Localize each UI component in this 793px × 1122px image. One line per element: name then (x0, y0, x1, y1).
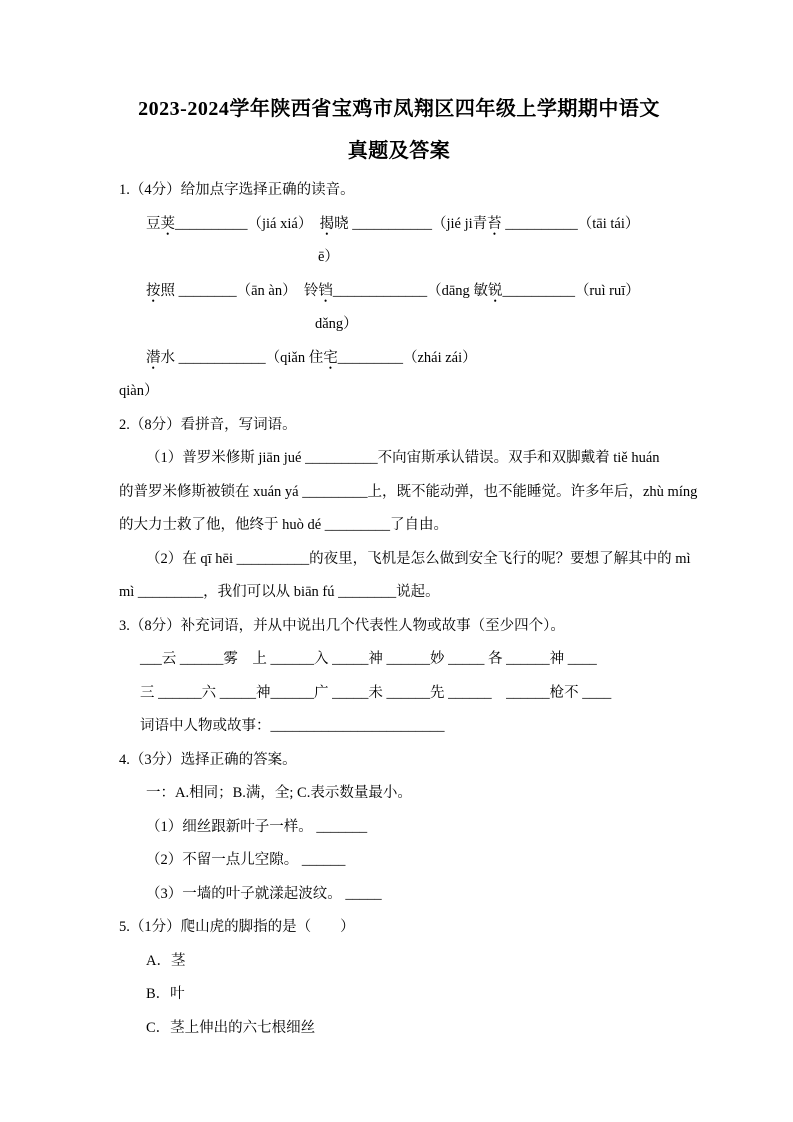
q2-p1-l1 (146, 442, 679, 476)
dotted-char: 铛 (318, 282, 333, 299)
text-segment: 晓 ___________（jié ji (334, 215, 473, 232)
text-segment: __________（ruì ruī） (502, 282, 640, 299)
text-segment: __________（jiá xiá） (175, 215, 320, 232)
q5-option-c (146, 1012, 679, 1046)
text-segment: 豆 (146, 215, 161, 232)
dotted-char: 按 (146, 282, 161, 299)
text-segment: ē） (318, 249, 339, 265)
text-segment: B．叶 (146, 986, 185, 1002)
q1-row1 (146, 208, 679, 242)
text-segment: 水 ____________（qiǎn 住 (160, 349, 324, 366)
text-segment: _________（zhái zái） (337, 349, 477, 366)
dotted-char: 潜 (146, 349, 161, 366)
q2-p1-l2 (119, 476, 698, 510)
text-segment: 的大力士救了他，他终于 huò dé _________了自由。 (119, 517, 449, 533)
text-segment: （3）一墙的叶子就漾起波纹。 _____ (146, 885, 382, 902)
text-segment: 的普罗米修斯被锁在 xuán yá _________上，既不能动弹，也不能睡觉。许多年后，zhù míng (119, 483, 698, 500)
q4-item3 (146, 878, 679, 912)
q3-idioms-l1 (140, 643, 679, 677)
q1-row2 (146, 275, 679, 309)
dotted-char: 宅 (323, 349, 338, 366)
text-segment: C．茎上伸出的六七根细丝 (146, 1019, 316, 1036)
dotted-char: 揭 (319, 215, 335, 232)
q4-item2 (146, 844, 679, 878)
page-title-line1: 2023-2024学年陕西省宝鸡市凤翔区四年级上学期期中语文 (138, 98, 660, 120)
q4-item1 (146, 811, 679, 845)
q2-p2-l2 (119, 576, 679, 610)
q5-option-a (146, 945, 679, 979)
text-segment: ___云 ______雾 上 ______入 _____神 ______妙 _____ 各 ______神 ____ (140, 651, 597, 667)
text-segment: __________（tāi tái） (501, 215, 640, 232)
text-segment: 敏 (473, 282, 488, 299)
q3-answer (140, 710, 679, 744)
text-segment: 1.（4分）给加点字选择正确的读音。 (119, 182, 355, 198)
page-title-line2: 真题及答案 (347, 140, 451, 162)
q3-header (119, 610, 679, 644)
q2-p2-l1 (146, 543, 691, 577)
text-segment: 三 ______六 _____神______广 _____未 ______先 ______ ______枪不 ____ (140, 684, 612, 701)
q4-header (119, 744, 679, 778)
text-segment: （2）在 qī hēi __________的夜里，飞机是怎么做到安全飞行的呢？要想了解其中的 mì (146, 550, 691, 567)
q4-choices (146, 777, 679, 811)
q5-option-b (146, 978, 679, 1012)
dotted-char: 荚 (160, 215, 175, 232)
q1-header (119, 174, 679, 208)
text-segment: 青 (472, 215, 488, 232)
q1-row1-wrap (318, 241, 679, 275)
text-segment: （2）不留一点儿空隙。 ______ (146, 852, 346, 868)
dotted-char: 锐 (487, 282, 503, 299)
q1-row3-wrap (119, 375, 679, 409)
text-segment: ________________________ (270, 718, 445, 734)
text-segment: 照 ________（ān àn） 铃 (160, 282, 319, 299)
text-segment: qiàn） (119, 383, 159, 399)
text-segment: 一：A.相同；B.满，全; C.表示数量最小。 (146, 785, 412, 801)
text-segment: 5.（1分）爬山虎的脚指的是（ ） (119, 919, 355, 935)
text-segment: 4.（3分）选择正确的答案。 (119, 751, 297, 768)
q1-row3 (146, 342, 679, 376)
text-segment: dǎng） (315, 316, 358, 332)
q1-row2-wrap (315, 308, 679, 342)
text-segment: _____________（dāng (332, 282, 474, 299)
exam-page (119, 88, 698, 1045)
text-segment: 2.（8分）看拼音，写词语。 (119, 416, 297, 433)
text-segment: （1）普罗米修斯 jiān jué __________不向宙斯承认错误。双手和双脚戴着 tiě huán (146, 450, 660, 466)
text-segment: A．茎 (146, 952, 186, 969)
text-segment: mì _________，我们可以从 biān fú ________说起。 (119, 584, 440, 600)
document-body (119, 174, 698, 1045)
text-segment: 3.（8分）补充词语，并从中说出几个代表性人物或故事（至少四个）。 (119, 617, 565, 634)
q3-idioms-l2 (140, 677, 679, 711)
dotted-char: 苔 (487, 215, 502, 232)
text-segment: （1）细丝跟新叶子一样。 _______ (146, 818, 368, 835)
text-segment: 词语中人物或故事： (140, 718, 271, 734)
q2-p1-l3 (119, 509, 679, 543)
q5-header (119, 911, 679, 945)
q2-header (119, 409, 679, 443)
